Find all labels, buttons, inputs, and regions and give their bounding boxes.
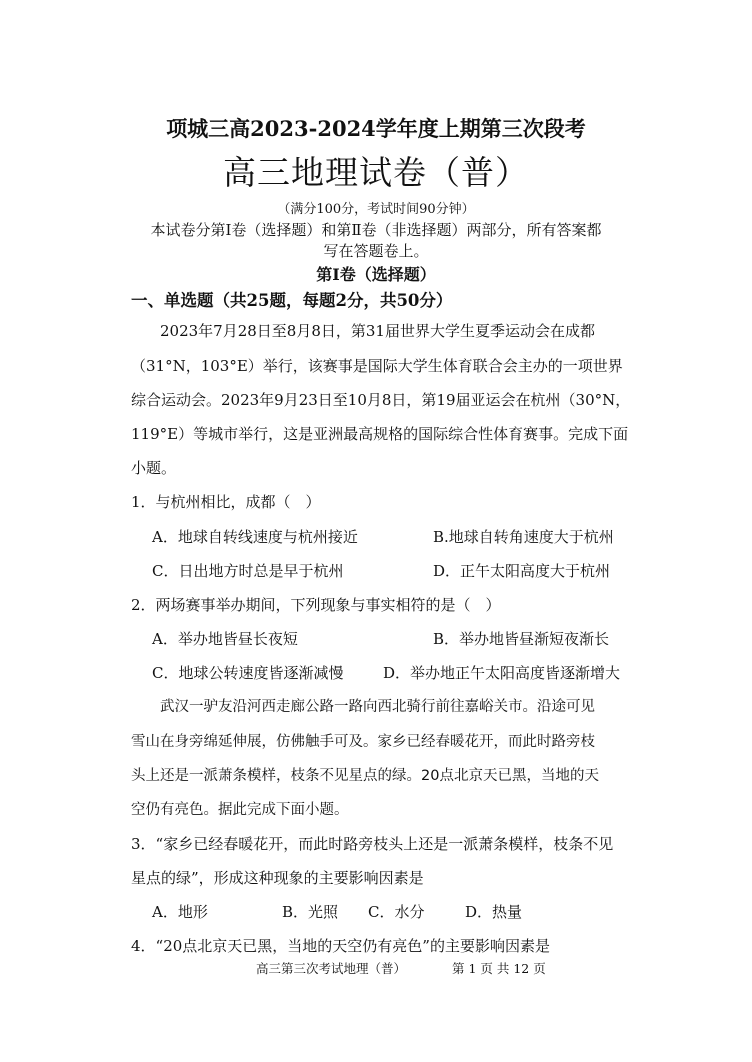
q2-option-c: C．地球公转速度皆逐渐减慢 <box>152 664 344 682</box>
footer-subject: 高三第三次考试地理（普） <box>256 961 407 976</box>
footer-page-number: 第 1 页 共 12 页 <box>452 961 546 976</box>
q3-option-c: C．水分 <box>368 903 425 921</box>
q2-option-d: D．举办地正午太阳高度皆逐渐增大 <box>383 664 621 682</box>
passage1-line: 2023年7月28日至8月8日，第31届世界大学生夏季运动会在成都 <box>160 322 595 340</box>
intro-line-2: 写在答题卷上。 <box>323 242 429 260</box>
passage2-line: 头上还是一派萧条模样，枝条不见星点的绿。20点北京天已黑，当地的天 <box>131 768 599 784</box>
passage2-line: 空仍有亮色。据此完成下面小题。 <box>131 802 349 818</box>
q2-option-a: A．举办地皆昼长夜短 <box>152 630 298 648</box>
passage1-line: 小题。 <box>131 459 177 477</box>
q2-stem: 2．两场赛事举办期间，下列现象与事实相符的是（ ） <box>131 596 501 614</box>
q1-option-a: A．地球自转线速度与杭州接近 <box>152 528 358 546</box>
school-title: 项城三高2023-2024学年度上期第三次段考 <box>166 116 586 141</box>
part-title: 第Ⅰ卷（选择题） <box>316 265 436 284</box>
q1-option-c: C．日出地方时总是早于杭州 <box>152 562 344 580</box>
passage1-line: 综合运动会。2023年9月23日至10月8日，第19届亚运会在杭州（30°N， <box>131 391 631 409</box>
exam-title: 高三地理试卷（普） <box>223 153 529 192</box>
q3-stem: 星点的绿”，形成这种现象的主要影响因素是 <box>131 869 424 887</box>
intro-line-1: 本试卷分第Ⅰ卷（选择题）和第Ⅱ卷（非选择题）两部分，所有答案都 <box>150 221 602 239</box>
q3-stem: 3．“家乡已经春暖花开，而此时路旁枝头上还是一派萧条模样，枝条不见 <box>131 835 614 853</box>
q1-stem: 1．与杭州相比，成都（ ） <box>131 493 321 511</box>
q1-option-b: B.地球自转角速度大于杭州 <box>433 528 614 546</box>
exam-meta: （满分100分，考试时间90分钟） <box>277 202 475 217</box>
q3-option-d: D．热量 <box>465 903 523 921</box>
q3-option-a: A．地形 <box>152 903 208 921</box>
passage2-line: 武汉一驴友沿河西走廊公路一路向西北骑行前往嘉峪关市。沿途可见 <box>160 699 595 715</box>
q2-option-b: B．举办地皆昼渐短夜渐长 <box>433 630 610 648</box>
passage1-line: 119°E）等城市举行，这是亚洲最高规格的国际综合性体育赛事。完成下面 <box>131 425 629 443</box>
q1-option-d: D．正午太阳高度大于杭州 <box>433 562 611 580</box>
passage1-line: （31°N，103°E）举行，该赛事是国际大学生体育联合会主办的一项世界 <box>131 357 623 375</box>
section-heading: 一、单选题（共25题，每题2分，共50分） <box>131 291 453 310</box>
passage2-line: 雪山在身旁绵延伸展，仿佛触手可及。家乡已经春暖花开，而此时路旁枝 <box>131 734 595 750</box>
q4-stem: 4．“20点北京天已黑，当地的天空仍有亮色”的主要影响因素是 <box>131 937 550 955</box>
q3-option-b: B．光照 <box>282 903 339 921</box>
